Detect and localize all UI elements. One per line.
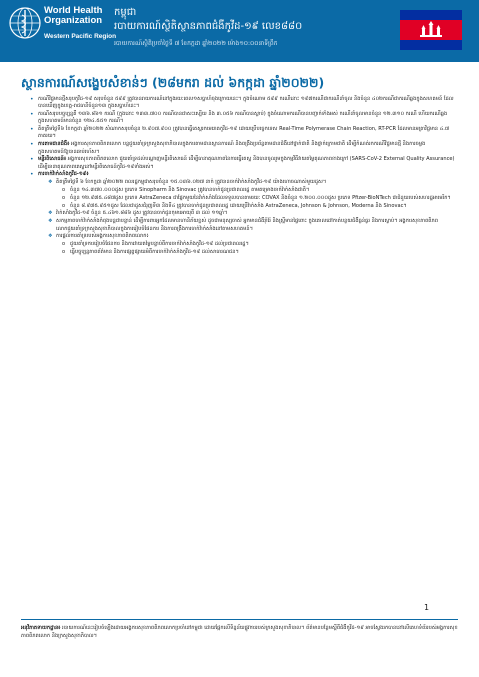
org-name-line2: Organization [44,15,103,26]
vaccination-subtext: ចំនួន ១២.៩៧៥.៤៨៧ដូស ប្រភេទ AstraZeneca ជាផ្នែកមួយនៃវ៉ាក់សាំងដែលទទួលបានតាមរយៈ COVAX និងចំនួន ១.២០០.០០០ដូស ប្រភេទ Pfizer-BioNTech ជាជំនួយរបស់សហរដ្ឋអាមេរិក។ [70,194,451,201]
list-item [30,171,455,178]
vaccination-text: សកម្មភាពចាក់វ៉ាក់សាំងកំពុងបន្តជាបន្ទាន់ ដើម្បីការពារអ្នកដែលមានហានិភ័យខ្ពស់ ដូចជាមនុស្សចាស់ អ្នកមានជំងឺរ៉ាំរ៉ៃ និងស្ត្រីមានផ្ទៃពោះ ក្នុងគោលដៅកាត់បន្ថយជំងឺធ្ងន់ធ្ងរ និងការស្លាប់។ អង្គការសុខភាពពិភពលោកជួយគាំទ្រក្រសួងសុខាភិបាលក្នុងការរៀបចំផែនការ និងការពង្រឹងការចាក់វ៉ាក់សាំងនៅតាមសហគមន៍។ [56,218,438,232]
vaccination-subitem [62,187,455,194]
bullet-text: អង្គការសុខភាពពិភពលោក ជួយគាំទ្រដល់បណ្តាញមន្ទីរពិសោធន៍ ដើម្បីធានាគុណភាពនៃការធ្វើតេស្ត និងបានចូលរួមក្នុងកម្មវិធីវាយតម្លៃគុណភាពខាងក្រៅ (SARS-CoV-2 External Quality Assurance) ដើម្បីធានាគុណភាពតេស្តនៅមន្ទីរពិសោធន៍កូវីដ-១៩ទាំងអស់។ [38,156,455,170]
vaccination-subtext: ចំនួន ៨.៩៧៥.៩៥១ដូស ដែលជាដូសជំរុញទី៣ និងទី៤ ត្រូវបានចាក់ជូនប្រជាពលរដ្ឋ ដោយប្រើវ៉ាក់សាំង AstraZeneca, Johnson & Johnson, Moderna និង Sinovac។ [70,202,407,209]
page-number: 1 [424,603,430,612]
key-updates-list [30,96,455,257]
report-header [0,0,479,62]
vaccination-text: គិតត្រឹមថ្ងៃទី ៦ ខែកក្កដា ឆ្នាំ២០២២ ពលរដ្ឋកម្ពុជាសរុបចំនួន ១៥.០៣៦.០២៧ នាក់ ត្រូវបានចាក់វ៉ាក់សាំងកូវីដ-១៩ យ៉ាងហោចណាស់មួយដូស។ [56,179,327,186]
vaccination-subtext: ចំនួន ១៤.៣៧០.០០០ដូស ប្រភេទ Sinopharm និង Sinovac ត្រូវបានចាក់ជូនប្រជាពលរដ្ឋ តាមគម្រោងចាក់វ៉ាក់សាំងជាតិ។ [70,187,310,194]
vaccination-text: វ៉ាក់សាំងកូវីដ-១៩ ចំនួន ៥.៤៦១.៨៨៦ ដូស ត្រូវបានចាក់ជូនកុមារអាយុពី ៣ ដល់ ១១ឆ្នាំ។ [56,210,228,217]
vaccination-item [48,179,455,186]
bullet-text: ករណីសរុបបច្ចុប្បន្នគឺ ១៣៦.៨៦១ ករណី (ក្នុងនោះ ១៣៣.៧០០ ករណីបានជាសះស្បើយ និង ៣.០៥៦ ករណីបានស្លាប់) ក្នុងចំណោមករណីបានបញ្ជាក់ទាំងអស់ ករណីនាំចូលមានចំនួន ១២.៣១០ ករណី ហើយករណីឆ្លងក្នុងសហគមន៍មានចំនួន ១២៤.៥៥១ ករណី។ [38,111,448,125]
vaccination-subitem [62,249,455,256]
vaccination-subtext: ជួយគាំទ្រការរៀបចំផែនការ និងការវាយតម្លៃបន្ទាប់ពីការចាក់វ៉ាក់សាំងកូវីដ-១៩ ដល់ប្រជាពលរដ្ឋ។ [70,241,249,248]
section-heading: ស្ថានការណ៍សង្ខេបសំខាន់ៗ (២៨មករា ដល់ ៦កក្កដា ឆ្នាំ២០២២) [21,75,325,90]
list-item [30,126,455,141]
org-name-line1: World Health [44,5,103,16]
footer-divider [21,619,458,620]
list-item [30,156,455,171]
list-item [30,111,455,126]
cambodia-flag-icon [400,10,462,50]
organization-name [44,6,102,26]
vaccination-item [48,233,455,240]
who-emblem-icon [8,6,42,40]
footnote-label: អនុវិភាគទាយកដ្ឋាន៖ [21,625,61,631]
report-title: របាយការណ៍ស្ថិតិស្ថានភាពជំងឺកូវីដ-១៩ លេខ៨៨០ [114,21,303,32]
vaccination-subitem [62,241,455,248]
bullet-text: អង្គការសុខភាពពិភពលោក បន្តជួយគាំទ្រក្រសួងសុខាភិបាលក្នុងការតាមដានស្ថានការណ៍ និងពង្រឹងប្រព័ន្ធតាមដានជំងឺនៅថ្នាក់ជាតិ និងថ្នាក់ក្រោមជាតិ ដើម្បីកំណត់រកករណីវិជ្ជមានថ្មី និងការចម្លងក្នុងសហគមន៍ឱ្យបានឆាប់រហ័ស។ [38,141,426,155]
org-region: Western Pacific Region [44,33,117,40]
bullet-text: ករណីវិជ្ជមានថ្មីសរុបកូវីដ-១៩ សរុបចំនួន ៥៩៩ ត្រូវបានរាយការណ៍នៅក្នុងរយៈពេល១សប្តាហ៍ចុងក្រោយនេះ។ ក្នុងចំណោម ៥៩៩ ករណីនោះ ១៩៧ករណីជាករណីនាំចូល និងចំនួន ៤០២ករណីជាករណីឆ្លងក្នុងសហគមន៍ ដែលបានឃើញក្នុងខេត្ត-រាជធានីចំនួន១៣ ក្នុងសប្តាហ៍នេះ។ [38,96,454,110]
vaccination-subtext: ធ្វើបច្ចុប្បន្នភាពព័ត៌មាន និងការផ្សព្វផ្សាយអំពីការចាក់វ៉ាក់សាំងកូវីដ-១៩ ដល់សាធារណជន។ [70,248,239,255]
list-item [30,96,455,111]
vaccination-item [48,218,455,233]
vaccination-text: ការផ្តល់ការគាំទ្ររបស់អង្គការសុខភាពពិភពលោក៖ [56,233,149,240]
bullet-label: មន្ទីរពិសោធន៍៖ [38,156,67,163]
bullet-text: គិតត្រឹមថ្ងៃទី៦ ខែកក្កដា ឆ្នាំ២០២២ សំណាកសរុបចំនួន ២.៩០៧.៩០០ ត្រូវបានធ្វើតេស្តរកមេរោគកូវីដ-១៩ ដោយប្រើបច្ចេកទេស Real-Time Polymerase Chain Reaction, RT-PCR ដែលមានអត្រាវិជ្ជមាន ៤.៧ ភាគរយ។ [38,126,450,140]
country-name: កម្ពុជា [114,7,137,18]
list-item [30,141,455,156]
bullet-label: ការចាក់វ៉ាក់សាំងកូវីដ-១៩៖ [38,171,89,178]
footnote-text: របាយការណ៍នេះរៀបចំឡើងដោយអង្គការសុខភាពពិភពលោកប្រចាំនៅកម្ពុជា ដោយផ្អែកលើទិន្នន័យផ្លូវការរបស់ក្រសួងសុខាភិបាល។ ព័ត៌មានបន្ថែមស្តីពីជំងឺកូវីដ-១៩ អាចស្វែងរកបាននៅលើគេហទំព័ររបស់អង្គការសុខភាពពិភពលោក និងក្រសួងសុខាភិបាល។ [21,625,458,639]
footnote [21,625,458,640]
vaccination-item [48,210,455,217]
bullet-label: ការតាមដានជំងឺ៖ [38,141,70,148]
vaccination-subitem [62,195,455,202]
report-subtitle: របាយការណ៍ស្ថិតិប្រចាំថ្ងៃទី ៧ ខែកក្កដា ឆ្នាំ២០២២ ម៉ោង១០:០០នាទីព្រឹក [114,40,278,47]
vaccination-subitem [62,203,455,210]
